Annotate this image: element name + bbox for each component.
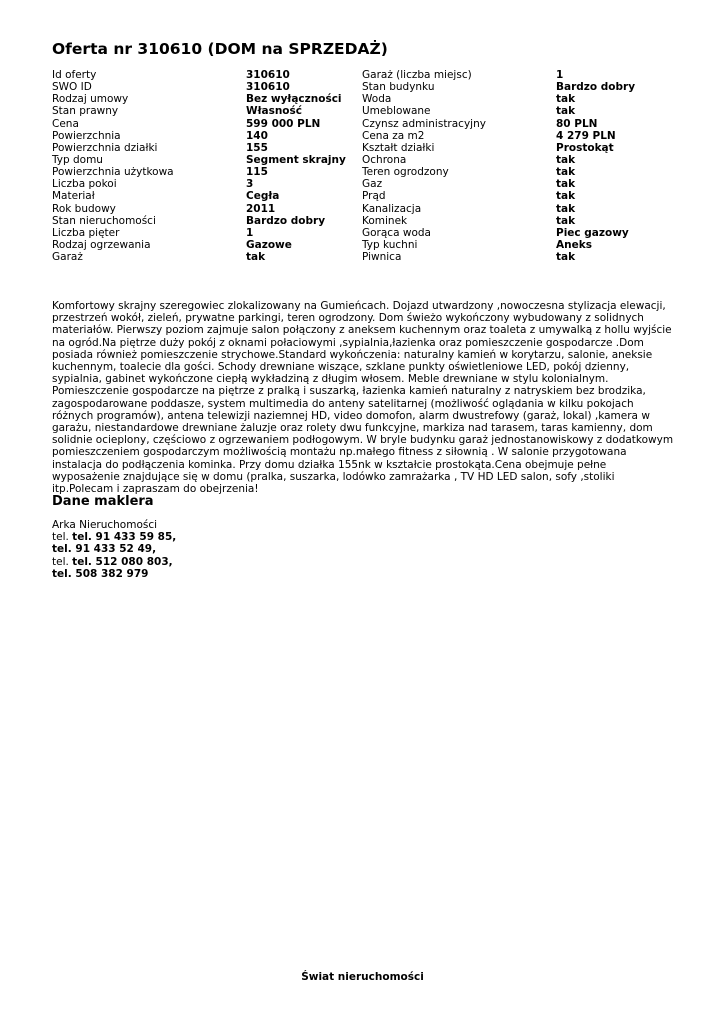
spec-right-value-1: Bardzo dobry — [556, 81, 636, 94]
spec-left-label-7: Typ domu — [52, 153, 103, 166]
spec-right-value-0: 1 — [556, 69, 564, 81]
spec-right-value-8: tak — [556, 166, 576, 179]
specs-left-labels — [52, 69, 174, 263]
spec-left-value-12: Bardzo dobry — [246, 214, 326, 227]
agent-phone-1 — [52, 543, 176, 555]
spec-left-value-6: 155 — [246, 141, 268, 154]
spec-left-label-0: Id oferty — [52, 69, 97, 81]
spec-left-value-0: 310610 — [246, 69, 290, 81]
spec-left-value-5: 140 — [246, 129, 268, 142]
spec-left-label-15: Garaż — [52, 251, 83, 264]
spec-left-value-7: Segment skrajny — [246, 153, 346, 166]
spec-right-label-8: Teren ogrodzony — [362, 166, 449, 179]
agent-phone-2 — [52, 556, 176, 568]
spec-right-label-4: Czynsz administracyjny — [362, 117, 486, 130]
spec-right-label-9: Gaz — [362, 178, 383, 191]
spec-right-value-3: tak — [556, 105, 576, 118]
phone-number[interactable]: tel. 508 382 979 — [52, 567, 149, 580]
spec-right-label-3: Umeblowane — [362, 105, 431, 118]
agent-phone-3 — [52, 568, 176, 580]
spec-right-value-10: tak — [556, 190, 576, 203]
spec-left-value-10: Cegła — [246, 190, 280, 203]
spec-left-label-1: SWO ID — [52, 81, 92, 94]
specs-left-values — [246, 69, 346, 263]
spec-left-label-4: Cena — [52, 117, 79, 130]
agent-details — [52, 519, 176, 580]
spec-right-value-4: 80 PLN — [556, 117, 598, 130]
spec-left-label-12: Stan nieruchomości — [52, 214, 156, 227]
spec-right-value-5: 4 279 PLN — [556, 129, 616, 142]
spec-left-label-10: Materiał — [52, 190, 95, 203]
spec-left-label-6: Powierzchnia działki — [52, 141, 158, 154]
spec-right-label-12: Kominek — [362, 214, 408, 227]
agent-phones — [52, 531, 176, 580]
spec-left-value-9: 3 — [246, 178, 254, 191]
spec-right-label-15: Piwnica — [362, 251, 402, 264]
spec-right-value-9: tak — [556, 178, 576, 191]
spec-right-value-14: Aneks — [556, 238, 592, 251]
spec-right-value-2: tak — [556, 93, 576, 106]
spec-right-label-7: Ochrona — [362, 153, 407, 166]
spec-left-value-2: Bez wyłączności — [246, 93, 342, 106]
specs-right-values — [556, 69, 635, 263]
offer-description: Komfortowy skrajny szeregowiec zlokalizowany na Gumieńcach. Dojazd utwardzony ,nowoczesna stylizacja elewacji, przestrzeń wokół, zieleń, prywatne parkingi, teren ogrodzony. Dom świeżo wykończony wybudowany z solidnych materiałów. Pierwszy poziom zajmuje salon połączony z aneksem kuchennym oraz toaleta z umywalką z hollu wyjście na ogród.Na piętrze duży pokój z oknami połaciowymi ,sypialnia,łazienka oraz pomieszczenie gospodarcze .Dom posiada również pomieszczenie strychowe.Standard wykończenia: naturalny kamień w korytarzu, salonie, aneksie kuchennym, toalecie dla gości. Schody drewniane wiszące, szklane punkty oświetleniowe LED, pokój dzienny, sypialnia, gabinet wykończone ciepłą wykładziną z długim włosem. Meble drewniane w stylu kolonialnym. Pomieszczenie gospodarcze na piętrze z pralką i suszarką, łazienka kamień naturalny z natryskiem bez brodzika, zagospodarowane poddasze, system multimedia do anteny satelitarnej (możliwość oglądania w kilku pokojach różnych programów), antena telewizji naziemnej HD, video domofon, alarm dwustrefowy (garaż, lokal) ,kamera w garażu, niestandardowe drewniane żaluzje oraz rolety dwu funkcyjne, markiza nad tarasem, taras kamienny, dom solidnie ocieplony, częściowo z ogrzewaniem podłogowym. W bryle budynku garaż jednostanowiskowy z dodatkowym pomieszczeniem gospodarczym możliwością montażu np.małego fitness z siłownią . W salonie przygotowana instalacja do podłączenia kominka. Przy domu działka 155nk w kształcie prostokąta.Cena obejmuje pełne wyposażenie znajdujące się w domu (pralka, suszarka, lodówko zamrażarka , TV HD LED salon, sofy ,stoliki itp.Polecam i zapraszam do obejrzenia! — [52, 300, 674, 496]
spec-left-value-8: 115 — [246, 166, 268, 179]
spec-left-label-14: Rodzaj ogrzewania — [52, 238, 151, 251]
spec-left-value-1: 310610 — [246, 81, 290, 94]
agent-heading: Dane maklera — [52, 494, 154, 509]
spec-right-label-1: Stan budynku — [362, 81, 435, 94]
spec-right-label-6: Kształt działki — [362, 141, 435, 154]
spec-right-value-6: Prostokąt — [556, 141, 614, 154]
spec-right-label-5: Cena za m2 — [362, 129, 425, 142]
agent-phone-0 — [52, 531, 176, 543]
spec-left-label-5: Powierzchnia — [52, 129, 121, 142]
spec-right-value-15: tak — [556, 251, 576, 264]
spec-left-value-3: Własność — [246, 105, 302, 118]
spec-left-value-14: Gazowe — [246, 238, 292, 251]
spec-left-label-13: Liczba pięter — [52, 226, 120, 239]
spec-right-label-2: Woda — [362, 93, 392, 106]
page-title: Oferta nr 310610 (DOM na SPRZEDAŻ) — [52, 40, 388, 58]
phone-prefix: tel. — [52, 555, 73, 568]
spec-left-label-11: Rok budowy — [52, 202, 116, 215]
spec-left-label-9: Liczba pokoi — [52, 178, 117, 191]
spec-left-label-3: Stan prawny — [52, 105, 119, 118]
spec-right-label-0: Garaż (liczba miejsc) — [362, 69, 472, 81]
spec-right-label-13: Gorąca woda — [362, 226, 431, 239]
phone-number[interactable]: tel. 512 080 803, — [72, 555, 173, 568]
spec-left-value-4: 599 000 PLN — [246, 117, 321, 130]
phone-number[interactable]: tel. 91 433 52 49, — [52, 543, 157, 556]
footer-brand: Świat nieruchomości — [301, 971, 424, 983]
spec-right-value-7: tak — [556, 153, 576, 166]
phone-prefix: tel. — [52, 531, 73, 544]
spec-left-value-15: tak — [246, 251, 266, 264]
spec-left-label-2: Rodzaj umowy — [52, 93, 129, 106]
spec-right-label-11: Kanalizacja — [362, 202, 422, 215]
spec-right-label-10: Prąd — [362, 190, 386, 203]
spec-left-value-13: 1 — [246, 226, 254, 239]
specs-right-labels — [362, 69, 486, 263]
spec-right-value-11: tak — [556, 202, 576, 215]
agent-company: Arka Nieruchomości — [52, 519, 158, 531]
spec-right-label-14: Typ kuchni — [362, 238, 418, 251]
spec-right-value-13: Piec gazowy — [556, 226, 629, 239]
phone-number[interactable]: tel. 91 433 59 85, — [72, 531, 177, 544]
spec-right-value-12: tak — [556, 214, 576, 227]
spec-left-value-11: 2011 — [246, 202, 276, 215]
spec-left-label-8: Powierzchnia użytkowa — [52, 166, 174, 179]
